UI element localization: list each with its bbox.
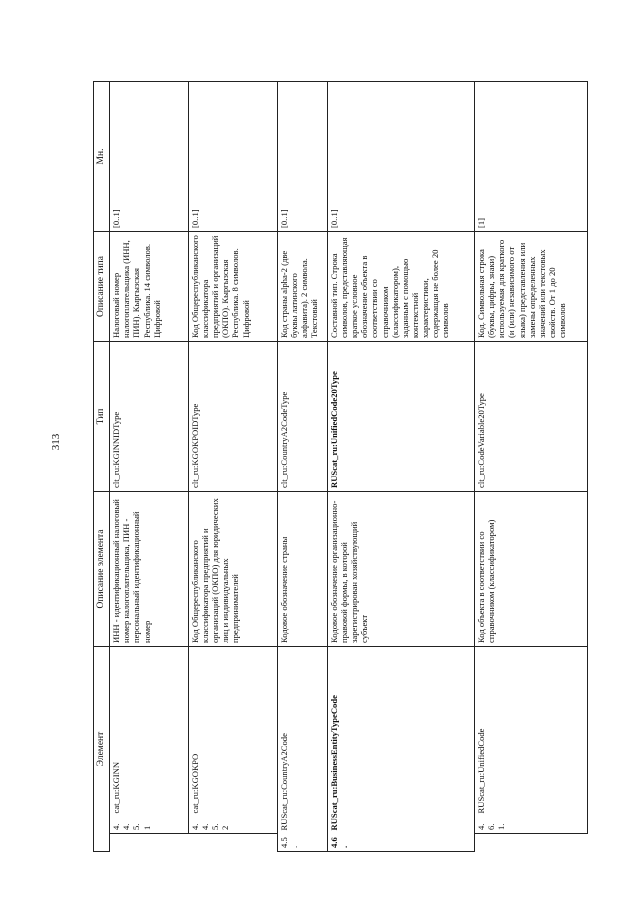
col-header-description: Описание элемента bbox=[94, 492, 110, 647]
element-description: ИНН - идентификационный налоговый номер налогоплательщика, ПИН - персональный идентификационный номер bbox=[110, 492, 189, 647]
col-header-multiplicity: Мн. bbox=[94, 82, 110, 232]
type-description: Код Общереспубликанского классификатора предприятий и организаций (ОКПО). Кыргызская Республика. 8 символов. Цифровой bbox=[188, 232, 277, 342]
type-description: Составной тип. Строка символов, представляющая краткое условное обозначение объекта в соответствии со справочником (классификатором), заданным с помощью контекстной характеристики, содержащая не более 20 символов bbox=[327, 232, 474, 342]
col-header-type: Тип bbox=[94, 342, 110, 492]
multiplicity: [0..1] bbox=[110, 82, 189, 232]
elements-table bbox=[93, 81, 588, 852]
element-type: clt_ru:KGINNIDType bbox=[110, 342, 189, 492]
type-description: Код. Символьная строка (буквы, цифры, знаки) используемая для краткого (и (или) независимого от языка) представления или замены определенных значений или текстовых свойств. От 1 до 20 символов bbox=[475, 232, 588, 342]
row-number: 4.4.5.2 bbox=[188, 817, 277, 834]
multiplicity: [0..1] bbox=[188, 82, 277, 232]
col-header-element: Элемент bbox=[94, 647, 110, 852]
element-type: clt_ru:CountryA2CodeType bbox=[277, 342, 327, 492]
multiplicity: [0..1] bbox=[327, 82, 474, 232]
col-header-type-description: Описание типа bbox=[94, 232, 110, 342]
type-description: Код страны alpha-2 (две буквы латинского алфавита). 2 символа. Текстовый bbox=[277, 232, 327, 342]
table-row bbox=[110, 82, 189, 852]
element-description: Кодовое обозначение страны bbox=[277, 492, 327, 647]
page-number: 313 bbox=[50, 433, 62, 451]
row-number: 4.6.1. bbox=[475, 817, 588, 834]
row-number: 4.4.5.1 bbox=[110, 817, 189, 834]
element-type: clt_ru:KGOKPOIDType bbox=[188, 342, 277, 492]
element-type: RUScat_ru:UnifiedCode20Type bbox=[327, 342, 474, 492]
row-number: 4.5. bbox=[277, 834, 327, 852]
element-description: Кодовое обозначение организационно-правовой формы, в которой зарегистрирован хозяйствующий субъект bbox=[327, 492, 474, 647]
element-description: Код Общереспубликанского классификатора предприятий и организаций (ОКПО) для юридических лиц и индивидуальных предпринимателей bbox=[188, 492, 277, 647]
element-name: cat_ru:KGOKPO bbox=[188, 647, 277, 817]
element-name: RUScat_ru:UnifiedCode bbox=[475, 647, 588, 817]
element-name: cat_ru:KGINN bbox=[110, 647, 189, 817]
multiplicity: [1] bbox=[475, 82, 588, 232]
element-name: RUScat_ru:CountryA2Code bbox=[277, 647, 327, 834]
element-description: Код объекта в соответствии со справочником (классификатором) bbox=[475, 492, 588, 647]
table-row bbox=[475, 82, 588, 852]
header-row bbox=[94, 82, 110, 852]
table-row bbox=[277, 82, 327, 852]
table-row bbox=[327, 82, 474, 852]
row-number: 4.6. bbox=[327, 834, 474, 852]
type-description: Налоговый номер налогоплательщика (ИНН, ПИН). Кыргызская Республика. 14 символов. Цифровой bbox=[110, 232, 189, 342]
multiplicity: [0..1] bbox=[277, 82, 327, 232]
rotated-table-container bbox=[93, 82, 588, 852]
table-row bbox=[188, 82, 277, 852]
element-type: clt_ru:CodeVariable20Type bbox=[475, 342, 588, 492]
element-name: RUScat_ru:BusinessEntityTypeCode bbox=[327, 647, 474, 834]
